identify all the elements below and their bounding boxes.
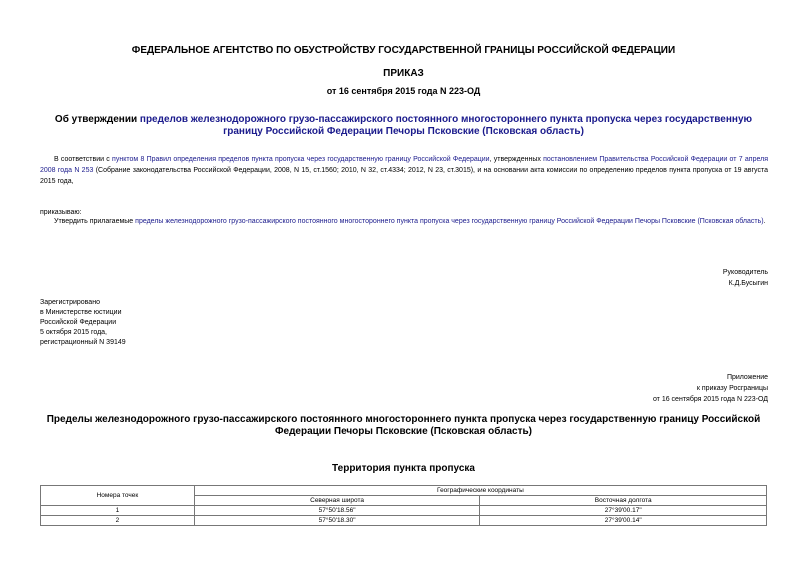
cell-point: 1 [41,506,195,516]
header-lat: Северная широта [194,496,480,506]
appendix-line: к приказу Росграницы [696,385,768,392]
cell-lat: 57°50'18.56" [194,506,480,516]
order-title-prefix: Об утверждении [54,114,140,125]
approve-text-b: . [763,218,766,225]
registration-line: в Министерстве юстиции [40,309,122,316]
header-lon: Восточная долгота [480,496,767,506]
agency-heading: ФЕДЕРАЛЬНОЕ АГЕНТСТВО ПО ОБУСТРОЙСТВУ ГОСУДАРСТВЕННОЙ ГРАНИЦЫ РОССИЙСКОЙ ФЕДЕРАЦИИ [131,45,676,56]
order-title [40,114,767,138]
registration-line: 5 октября 2015 года, [40,329,108,336]
government-decree-link[interactable]: постановлением Правительства Российской Федерации от 7 апреля 2008 года N 253 [40,156,769,174]
approve-paragraph [40,216,768,227]
table-header-row [41,486,767,496]
appendix-line: Приложение [726,374,768,381]
signature-position: Руководитель [722,269,768,276]
order-word: приказываю: [40,209,82,216]
signature-name: К.Д.Бусыгин [728,280,768,287]
cell-lat: 57°50'18.30" [194,516,480,526]
cell-point: 2 [41,516,195,526]
appendix-block [653,372,768,405]
header-geo: Географические координаты [194,486,766,496]
approve-text-a: Утвердить прилагаемые [54,218,136,225]
appendix-title: Пределы железнодорожного грузо-пассажирского постоянного многостороннего пункта пропуска через государственную границу Российской Федерации Печоры Псковские (Псковская область) [46,414,761,437]
registration-line: Российской Федерации [40,319,117,326]
preamble-text-c: (Собрание законодательства Российской Федерации, 2008, N 15, ст.1560; 2010, N 32, ст.4334; 2012, N 23, ст.3015), и на основании акта комиссии по определению пределов пункта пропуска от 19 августа 2015 года, [40,167,768,185]
preamble-text-a: В соответствии с [54,156,113,163]
preamble-paragraph [40,154,768,187]
registration-block [40,298,126,348]
registration-line: регистрационный N 39149 [40,339,126,346]
rules-point-8-link[interactable]: пунктом 8 Правил определения пределов пункта пропуска через государственную границу Российской Федерации [112,156,490,163]
table-row [41,506,767,516]
cell-lon: 27°39'00.14" [480,516,767,526]
table-row [41,516,767,526]
doc-type-heading: ПРИКАЗ [383,68,424,79]
registration-line: Зарегистрировано [40,299,100,306]
appendix-line: от 16 сентября 2015 года N 223-ОД [652,396,768,403]
doc-date-number: от 16 сентября 2015 года N 223-ОД [326,86,481,96]
preamble-text-b: , утвержденных [489,156,544,163]
limits-link[interactable]: пределы железнодорожного грузо-пассажирского постоянного многостороннего пункта пропуска через государственную границу Российской Федерации Печоры Псковские (Псковская область) [135,218,764,225]
signature-block [723,267,768,289]
header-points: Номера точек [41,486,195,506]
order-title-link[interactable]: пределов железнодорожного грузо-пассажирского постоянного многостороннего пункта пропуска через государственную границу Российской Федерации Печоры Псковские (Псковская область) [139,114,753,137]
coordinates-table [40,485,767,526]
cell-lon: 27°39'00.17" [480,506,767,516]
section-title: Территория пункта пропуска [332,463,475,474]
